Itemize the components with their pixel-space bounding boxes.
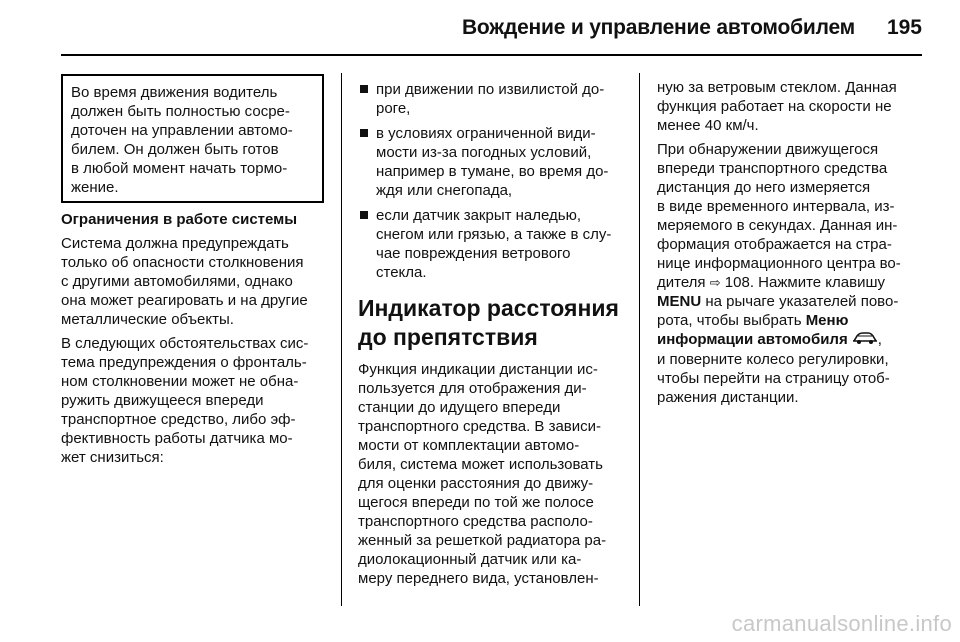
text-line: в условиях ограниченной види- — [376, 125, 596, 142]
header-rule — [61, 54, 922, 56]
text-line: ном столкновении может не обна- — [61, 373, 299, 390]
text-line: жет снизиться: — [61, 449, 164, 466]
text-line: дистанция до него измеряется — [657, 179, 871, 196]
text-line: тема предупреждения о фронталь- — [61, 354, 307, 371]
text-line: если датчик закрыт наледью, — [376, 207, 582, 224]
text-line: станции до идущего впереди — [358, 399, 561, 416]
bullet-list — [358, 80, 624, 282]
text-line: для оценки расстояния до движу- — [358, 475, 594, 492]
watermark: carmanualsonline.info — [731, 611, 952, 636]
text-line: биля, система может использовать — [358, 456, 603, 473]
car-icon — [852, 331, 878, 350]
text-line: и поверните колесо регулировки, — [657, 350, 889, 368]
text-line: фективность работы датчика мо- — [61, 430, 293, 447]
text-line: ружить движущееся впереди — [61, 392, 264, 409]
text-line: металлические объекты. — [61, 311, 234, 328]
column-1 — [61, 210, 323, 472]
text-line: В следующих обстоятельствах сис- — [61, 335, 309, 352]
text-line: мости из-за погодных условий, — [376, 144, 592, 161]
warning-line: жение. — [71, 179, 119, 196]
bullet-icon — [360, 211, 368, 219]
warning-line: билем. Он должен быть готов — [71, 141, 279, 158]
text-line: мости от комплектации автомо- — [358, 437, 580, 454]
text-fragment: рота, чтобы выбрать — [657, 312, 806, 329]
text-line: она может реагировать и на другие — [61, 292, 308, 309]
text-line: при движении по извилистой до- — [376, 81, 605, 98]
text-fragment: , — [877, 331, 882, 348]
list-item — [358, 80, 624, 118]
paragraph — [657, 78, 923, 135]
text-fragment: дителя — [657, 274, 710, 291]
text-line: ждя или снегопада, — [376, 182, 513, 199]
text-line: меру переднего вида, установлен- — [358, 570, 599, 587]
paragraph — [358, 360, 624, 588]
warning-line: Во время движения водитель — [71, 84, 278, 101]
page-reference-arrow-icon[interactable]: ⇨ — [709, 275, 721, 290]
text-line: Система должна предупреждать — [61, 235, 289, 252]
section-title-line: Индикатор расстояния — [358, 295, 619, 321]
column-3 — [657, 78, 923, 412]
page-header-title: Вождение и управление автомобилем — [461, 16, 855, 39]
text-line: чае повреждения ветрового — [376, 245, 571, 262]
text-line: меряемого в секундах. Данная ин- — [657, 217, 898, 234]
text-line: пользуется для отображения ди- — [358, 380, 587, 397]
column-divider-2 — [639, 73, 640, 606]
text-line: стекла. — [376, 264, 427, 281]
text-line: только об опасности столкновения — [61, 254, 304, 271]
text-line: функция работает на скорости не — [657, 98, 892, 115]
column-2 — [358, 80, 624, 593]
text-line: снегом или грязью, а также в слу- — [376, 226, 612, 243]
warning-line: должен быть полностью сосре- — [71, 103, 290, 120]
text-line: транспортного средства. В зависи- — [358, 418, 602, 435]
text-line: женный за решеткой радиатора ра- — [358, 532, 607, 549]
text-line: с другими автомобилями, однако — [61, 273, 293, 290]
paragraph — [657, 140, 923, 407]
bullet-icon — [360, 85, 368, 93]
menu-label: Меню — [805, 312, 849, 329]
text-line: впереди транспортного средства — [657, 160, 888, 177]
paragraph — [61, 334, 323, 467]
list-item — [358, 124, 624, 200]
warning-box — [61, 74, 324, 203]
paragraph — [61, 234, 323, 329]
text-line: транспортного средства располо- — [358, 513, 593, 530]
text-fragment: 108. Нажмите клавишу — [720, 274, 885, 291]
text-line: транспортное средство, либо эф- — [61, 411, 296, 428]
page-number: 195 — [886, 16, 922, 39]
text-line: роге, — [376, 100, 411, 117]
text-line: нице информационного центра во- — [657, 255, 901, 272]
column-divider-1 — [341, 73, 342, 606]
bullet-icon — [360, 129, 368, 137]
text-line: чтобы перейти на страницу отоб- — [657, 369, 890, 387]
text-line: щегося впереди по той же полосе — [358, 494, 594, 511]
text-line: Функция индикации дистанции ис- — [358, 361, 598, 378]
text-line: в виде временного интервала, из- — [657, 198, 895, 215]
warning-line: доточен на управлении автомо- — [71, 122, 293, 139]
menu-key-label: MENU — [657, 293, 702, 310]
list-item — [358, 206, 624, 282]
text-fragment: на рычаге указателей пово- — [701, 293, 899, 310]
subsection-heading: Ограничения в работе системы — [61, 211, 298, 228]
text-line: менее 40 км/ч. — [657, 117, 759, 134]
text-line: формация отображается на стра- — [657, 236, 892, 253]
text-line: При обнаружении движущегося — [657, 141, 879, 158]
warning-line: в любой момент начать тормо- — [71, 160, 288, 177]
section-title-line: до препятствия — [358, 324, 538, 350]
text-line: ную за ветровым стеклом. Данная — [657, 79, 897, 96]
menu-label: информации автомобиля — [657, 331, 848, 348]
text-line: например в тумане, во время до- — [376, 163, 609, 180]
text-line: ражения дистанции. — [657, 388, 799, 406]
warning-text — [63, 76, 322, 197]
text-line: диолокационный датчик или ка- — [358, 551, 582, 568]
section-title — [358, 294, 624, 352]
